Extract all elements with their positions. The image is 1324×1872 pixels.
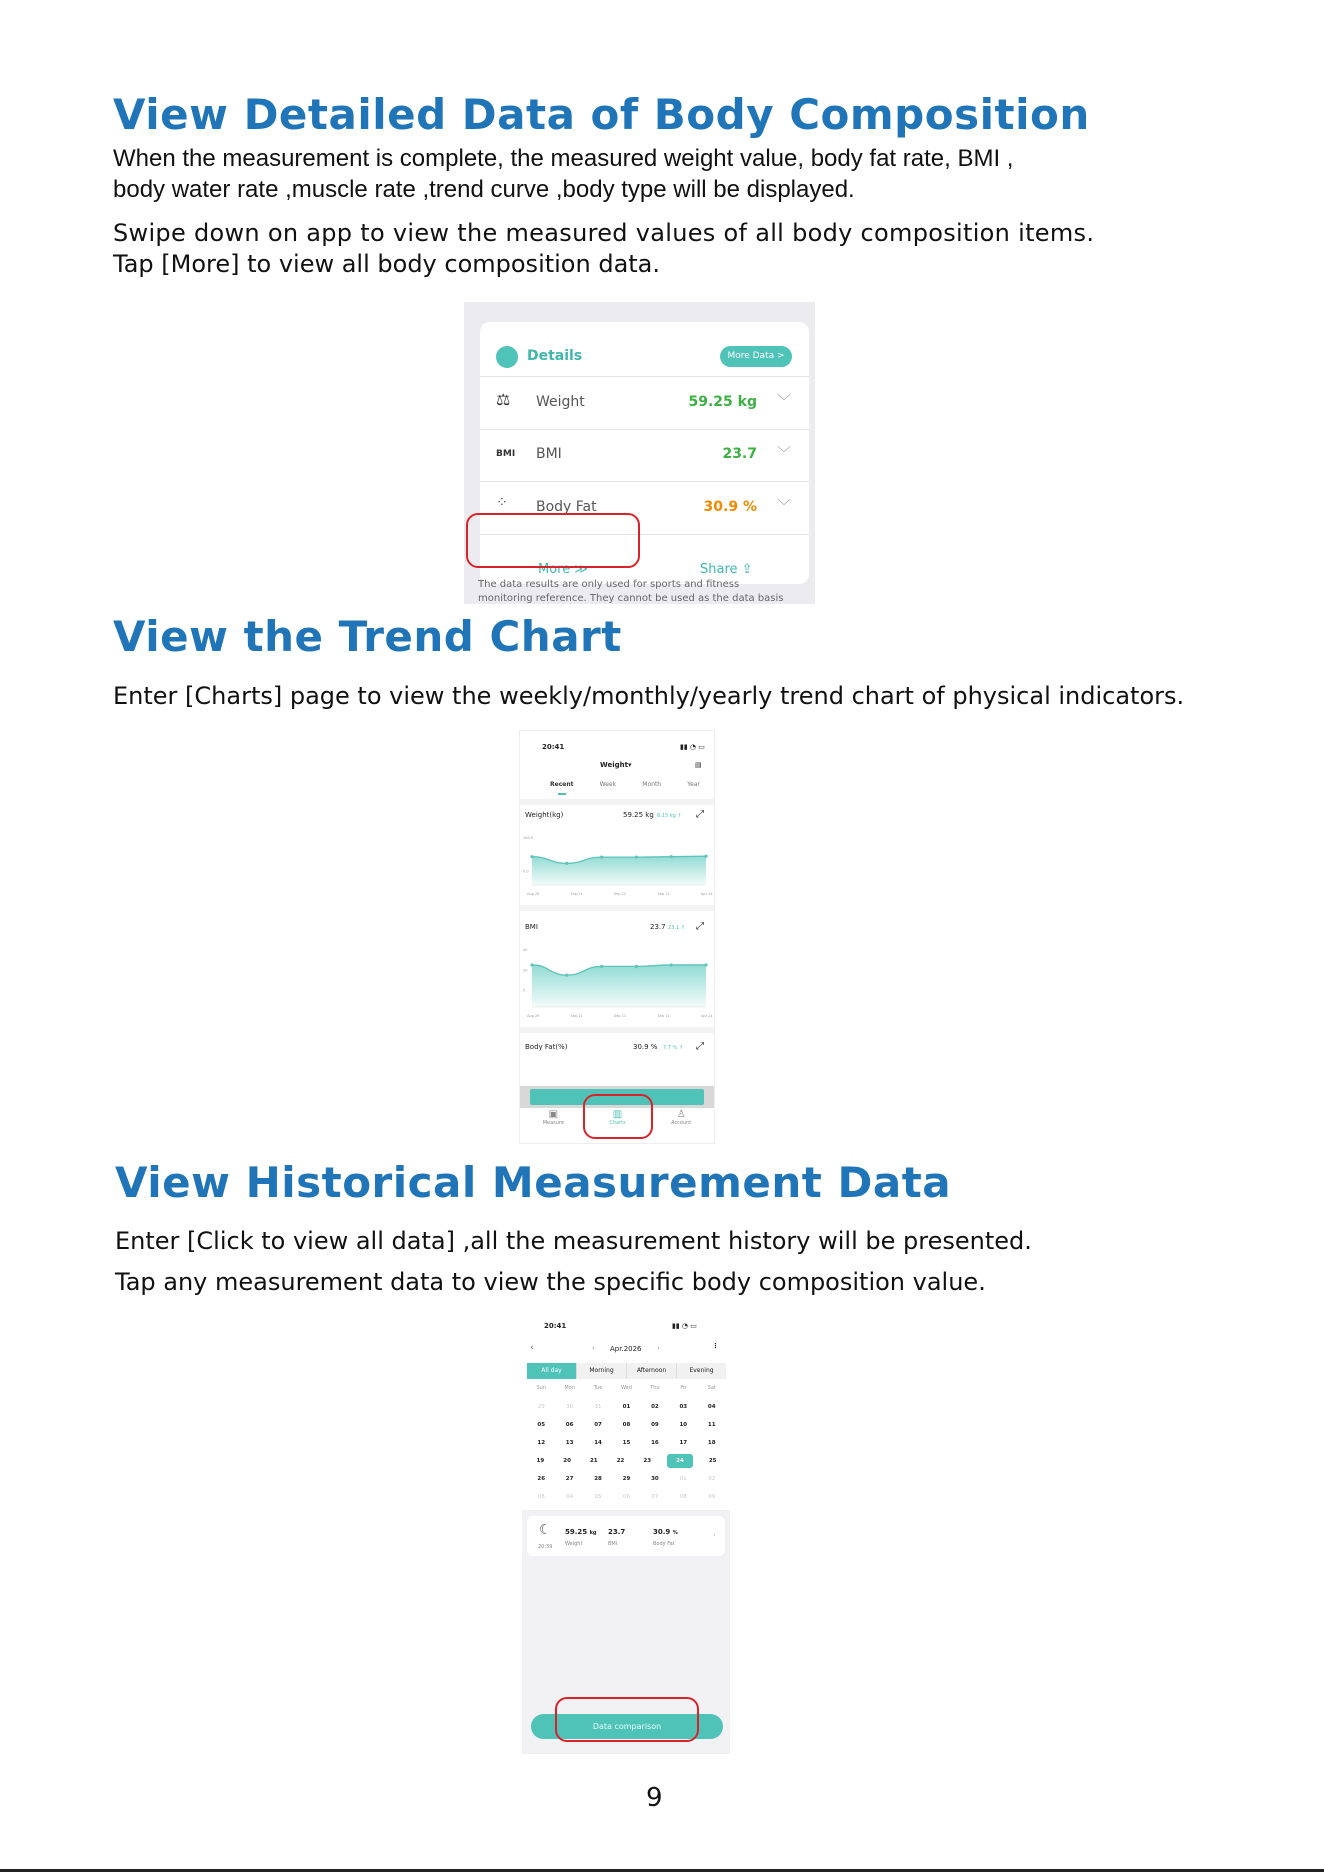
month-label: Apr.2026 [610,1345,642,1353]
calendar-day[interactable]: 05 [537,1422,546,1428]
card-delta: 7.7 % ↑ [663,1045,684,1051]
calendar-day[interactable]: 12 [537,1440,546,1446]
disclaimer: The data results are only used for sports and fitness [478,579,740,590]
more-data-button[interactable]: More Data > [720,346,792,367]
weight-chart [520,829,714,899]
calendar-day[interactable]: 30 [566,1404,574,1410]
paragraph-line: Enter [Charts] page to view the weekly/monthly/yearly trend chart of physical indicators. [113,682,1185,710]
weight-row[interactable] [480,376,809,430]
card-value: 23.7 [650,923,666,931]
x-tick-label: Sep 11 [570,1014,583,1018]
card-value: 30.9 % [633,1043,658,1051]
share-button[interactable] [700,562,753,577]
time-segments [527,1363,726,1379]
highlight-box [466,513,640,568]
calendar-day[interactable]: 28 [594,1476,602,1482]
tab-year[interactable]: Year [687,781,700,788]
segment-afternoon[interactable]: Afternoon [626,1363,676,1379]
calendar-day[interactable]: 10 [679,1422,688,1428]
chart-area [532,965,706,1007]
calendar-day[interactable]: 04 [707,1404,716,1410]
bmi-value: 23.7 [608,1528,626,1536]
calendar-day[interactable]: 15 [622,1440,631,1446]
account-icon: ♙ [676,1109,686,1120]
calendar-day[interactable]: 06 [565,1422,574,1428]
divider [520,1027,714,1033]
calendar-day[interactable]: 08 [622,1422,631,1428]
y-tick-label: 20 [523,968,528,973]
status-icons: ▮▮ ◔ ▭ [680,743,705,751]
calendar-day[interactable]: 08 [679,1494,687,1500]
paragraph-line: body water rate ,muscle rate ,trend curve ,body type will be displayed. [113,176,855,203]
row-value: 30.9 % [703,499,757,515]
section-title: View Detailed Data of Body Composition [113,90,1090,139]
expand-icon[interactable]: ⤢ [696,1041,704,1052]
bmi-chart [520,941,714,1021]
data-point [600,856,603,859]
weekday-label: Mon [564,1385,575,1391]
calendar-day[interactable]: 01 [679,1476,687,1482]
tab-month[interactable]: Month [642,781,662,788]
gauge-icon [496,346,518,368]
weekday-label: Thu [650,1385,660,1391]
row-value: 23.7 [722,446,757,462]
moon-icon: ☾ [539,1522,552,1538]
calendar-week [527,1434,726,1452]
calendar-day[interactable]: 29 [622,1476,631,1482]
record-time: 20:39 [538,1544,553,1550]
calendar-week [527,1488,726,1506]
tab-indicator [558,793,566,795]
calendar-week [527,1398,726,1416]
calendar-day[interactable]: 30 [651,1476,659,1482]
calendar-week [527,1452,726,1470]
calendar-day[interactable]: 18 [707,1440,716,1446]
calendar-day[interactable]: 07 [594,1422,602,1428]
calendar-week [527,1416,726,1434]
record-fat [653,1528,678,1536]
nav-measure[interactable] [543,1109,564,1143]
highlight-box [583,1094,653,1139]
row-value: 59.25 kg [688,394,757,410]
segment-evening[interactable]: Evening [676,1363,726,1379]
measure-icon: ▣ [548,1109,559,1120]
card-label: BMI [525,923,538,931]
card-label: Body Fat(%) [525,1043,568,1051]
bmi-row[interactable] [480,429,809,482]
segment-all-day[interactable]: All day [527,1363,576,1379]
highlight-box [555,1697,699,1742]
status-icons: ▮▮ ◔ ▭ [672,1322,697,1330]
calendar-day[interactable]: 02 [708,1476,716,1482]
chevron-down-icon: ﹀ [777,499,791,515]
y-tick-label: 0.0 [523,869,529,874]
more-icon[interactable]: ⋮ [712,1342,719,1350]
page-number: 9 [646,1783,663,1813]
data-point [635,856,638,859]
data-point [635,965,638,968]
data-point [670,855,673,858]
calendar-day[interactable]: 11 [707,1422,716,1428]
calendar-day[interactable]: 07 [651,1494,659,1500]
calendar-day[interactable]: 09 [708,1494,716,1500]
tab-week[interactable]: Week [599,781,617,788]
fat-unit: % [672,1530,678,1536]
calendar-day[interactable]: 02 [651,1404,659,1410]
row-label: Weight [536,394,585,410]
calendar-day[interactable]: 05 [594,1494,602,1500]
chart-header-label: Weight [600,761,628,769]
weekday-label: Tue [593,1385,603,1391]
more-button[interactable]: More ≫ [538,562,588,577]
chart-header[interactable] [600,761,631,769]
x-tick-label: Sep 11 [614,1014,627,1018]
weight-label: Weight [565,1541,583,1547]
calendar-day[interactable]: 23 [643,1458,652,1464]
paragraph-line: Enter [Click to view all data] ,all the measurement history will be presented. [115,1227,1032,1255]
calendar-day[interactable]: 06 [622,1494,630,1500]
calendar-day[interactable]: 16 [651,1440,659,1446]
weekday-label: Sat [707,1385,716,1391]
card-value: 59.25 kg [623,811,654,819]
chevron-down-icon: ﹀ [777,394,791,410]
x-tick-label: Apr 24 [701,1014,713,1018]
weekday-header [527,1385,726,1391]
data-point [704,855,707,858]
card-label: Weight(kg) [525,811,564,819]
expand-icon[interactable]: ⤢ [696,921,704,932]
calendar-day[interactable]: 26 [537,1476,546,1482]
paragraph-line: Tap any measurement data to view the specific body composition value. [115,1268,986,1296]
tab-recent[interactable]: Recent [550,781,574,788]
status-time: 20:41 [544,1322,567,1330]
data-point [670,963,673,966]
chart-area [532,856,706,885]
calendar-day[interactable]: 01 [622,1404,631,1410]
row-label: Body Fat [536,499,597,515]
calendar-day[interactable]: 27 [565,1476,574,1482]
data-point [600,965,603,968]
share-label: Share [700,562,738,577]
nav-label: Measure [542,1120,564,1126]
calendar-day[interactable]: 25 [708,1458,717,1464]
calendar-day[interactable]: 03 [679,1404,688,1410]
y-tick-label: 0 [523,988,526,993]
section-title: View the Trend Chart [113,612,622,661]
calendar-day[interactable]: 29 [537,1404,545,1410]
weekday-label: Sun [536,1385,546,1391]
weekday-label: Wed [621,1385,632,1391]
card-delta: 23.1 ↑ [668,925,685,931]
expand-icon[interactable]: ⤢ [696,809,704,820]
x-tick-label: Sep 11 [657,1014,670,1018]
weight-value: 59.25 [565,1528,588,1536]
x-tick-label: Apr 24 [701,892,713,896]
data-comparison-button[interactable]: Data comparison [531,1714,723,1739]
disclaimer: monitoring reference. They cannot be used as the data basis [478,593,784,604]
calendar-day[interactable]: 04 [566,1494,574,1500]
data-point [565,862,568,865]
nav-label: Charts [609,1120,626,1126]
back-icon[interactable]: ‹ [530,1343,534,1353]
x-tick-label: Aug 29 [527,892,540,896]
data-point [530,855,533,858]
body-fat-icon: ⁘ [496,495,508,511]
y-tick-label: 40 [523,948,528,952]
y-tick-label: 100.0 [523,836,534,840]
paragraph-line: When the measurement is complete, the measured weight value, body fat rate, BMI , [113,145,1014,172]
x-tick-label: Sep 11 [657,892,670,896]
calendar-day[interactable]: 09 [651,1422,659,1428]
card-delta: 6.15 kg ↑ [657,813,682,819]
charts-icon: ▥ [612,1109,623,1120]
weekday-label: Fri [680,1385,687,1391]
charts-screenshot [519,730,715,1144]
calendar-day[interactable]: 14 [594,1440,602,1446]
x-tick-label: Sep 11 [614,892,627,896]
period-tabs [550,781,700,788]
segment-morning[interactable]: Morning [576,1363,626,1379]
calendar-day[interactable]: 19 [536,1458,545,1464]
divider [520,799,714,805]
weight-unit: kg [589,1530,597,1536]
calendar-grid [527,1398,726,1506]
data-point [565,974,568,977]
calendar-day[interactable]: 24 [667,1454,694,1468]
calendar-day[interactable]: 03 [537,1494,545,1500]
chevron-down-icon: ﹀ [777,446,791,462]
data-point [530,963,533,966]
bmi-label: BMI [608,1541,618,1547]
x-tick-label: Sep 11 [570,892,583,896]
data-point [704,963,707,966]
bmi-icon: BMI [496,449,516,459]
next-month-icon[interactable]: › [657,1344,660,1352]
record-weight [565,1528,597,1536]
caret-down-icon: ▾ [627,761,632,769]
calendar-day[interactable]: 22 [616,1458,625,1464]
calendar-day[interactable]: 17 [679,1440,688,1446]
calendar-day[interactable]: 21 [589,1458,598,1464]
calendar-day[interactable]: 31 [594,1404,602,1410]
details-header: Details [527,348,583,364]
record-card[interactable] [527,1516,725,1556]
prev-month-icon[interactable]: ‹ [592,1344,595,1352]
status-time: 20:41 [542,743,565,751]
section-title: View Historical Measurement Data [115,1158,952,1207]
chevron-right-icon: › [713,1531,716,1539]
paragraph-line: Tap [More] to view all body composition data. [113,250,661,278]
calendar-day[interactable]: 20 [563,1458,571,1464]
weight-icon: ⚖ [496,390,511,409]
paragraph-line: Swipe down on app to view the measured values of all body composition items. [113,219,1095,247]
history-screenshot [522,1310,730,1754]
calendar-week [527,1470,726,1488]
row-label: BMI [536,446,562,462]
share-icon: ⇪ [741,562,753,577]
fat-value: 30.9 [653,1528,671,1536]
document-icon[interactable]: ▤ [695,761,702,769]
x-tick-label: Aug 29 [527,1014,540,1018]
divider [520,905,714,911]
fat-label: Body Fat [653,1541,675,1547]
nav-account[interactable] [671,1109,691,1143]
nav-label: Account [671,1120,692,1126]
calendar-day[interactable]: 13 [565,1440,574,1446]
